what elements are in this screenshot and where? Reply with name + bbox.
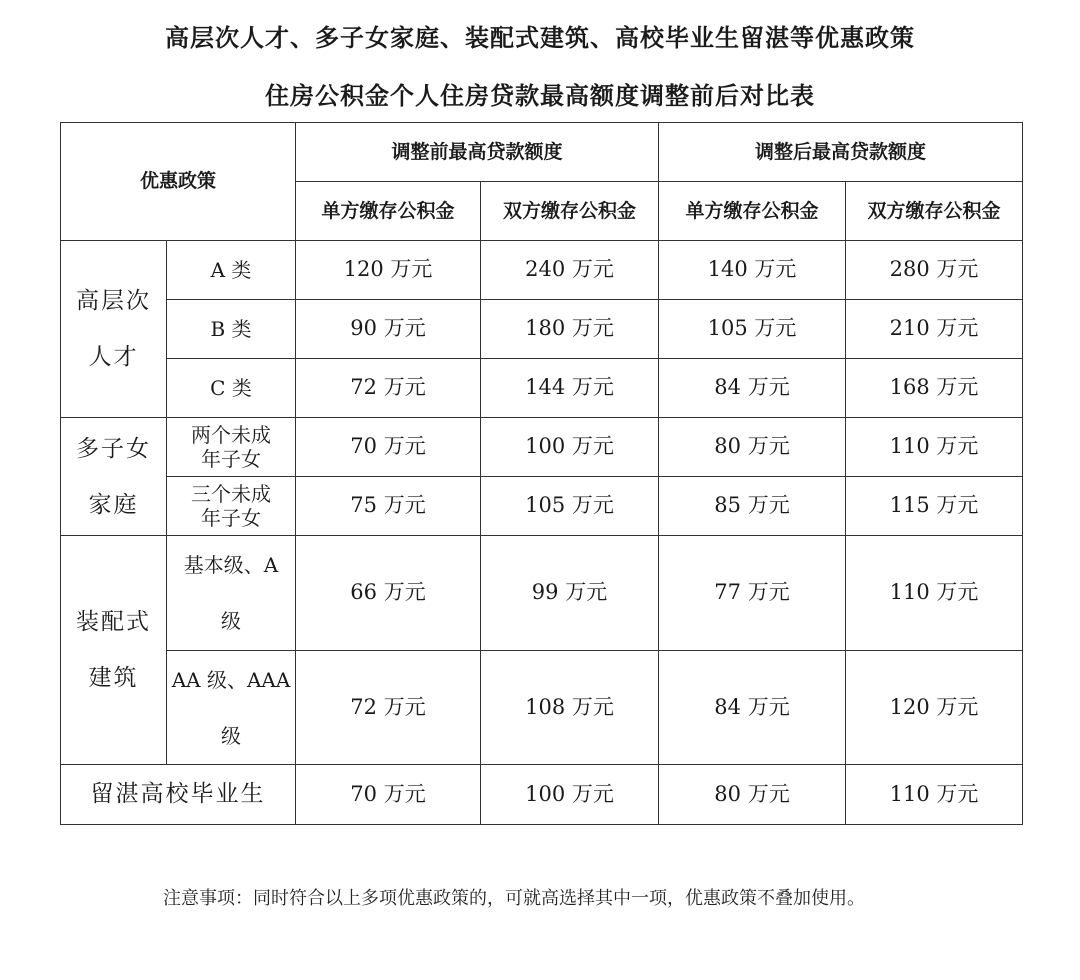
value-before-double: 99 万元 bbox=[481, 536, 659, 651]
value-before-double: 100 万元 bbox=[481, 765, 659, 825]
value-before-single: 70 万元 bbox=[296, 765, 481, 825]
value-before-double: 240 万元 bbox=[481, 241, 659, 300]
table-row bbox=[61, 241, 1023, 300]
header-after-double: 双方缴存公积金 bbox=[846, 182, 1023, 241]
category-graduate: 留湛高校毕业生 bbox=[61, 765, 296, 825]
value-before-double: 180 万元 bbox=[481, 300, 659, 359]
table-row bbox=[61, 300, 1023, 359]
value-after-double: 168 万元 bbox=[846, 359, 1023, 418]
value-after-double: 110 万元 bbox=[846, 536, 1023, 651]
header-before-double: 双方缴存公积金 bbox=[481, 182, 659, 241]
value-before-double: 100 万元 bbox=[481, 418, 659, 477]
value-after-double: 115 万元 bbox=[846, 477, 1023, 536]
subcategory-label: A 类 bbox=[167, 241, 296, 300]
category-talent: 高层次 人才 bbox=[61, 241, 167, 418]
header-after: 调整后最高贷款额度 bbox=[659, 123, 1023, 182]
value-after-single: 84 万元 bbox=[659, 651, 846, 765]
subcategory-label: AA 级、AAA 级 bbox=[167, 651, 296, 765]
page-title-line-2: 住房公积金个人住房贷款最高额度调整前后对比表 bbox=[265, 82, 815, 110]
subcategory-label: 基本级、A 级 bbox=[167, 536, 296, 651]
table-row bbox=[61, 651, 1023, 765]
value-after-double: 120 万元 bbox=[846, 651, 1023, 765]
table-row bbox=[61, 536, 1023, 651]
value-after-single: 105 万元 bbox=[659, 300, 846, 359]
value-before-single: 75 万元 bbox=[296, 477, 481, 536]
value-before-double: 108 万元 bbox=[481, 651, 659, 765]
header-policy: 优惠政策 bbox=[61, 123, 296, 241]
value-before-single: 90 万元 bbox=[296, 300, 481, 359]
value-before-single: 66 万元 bbox=[296, 536, 481, 651]
value-after-single: 80 万元 bbox=[659, 765, 846, 825]
category-family: 多子女 家庭 bbox=[61, 418, 167, 536]
value-before-double: 144 万元 bbox=[481, 359, 659, 418]
table-row bbox=[61, 477, 1023, 536]
subcategory-label: C 类 bbox=[167, 359, 296, 418]
header-after-single: 单方缴存公积金 bbox=[659, 182, 846, 241]
value-after-double: 110 万元 bbox=[846, 765, 1023, 825]
table-row bbox=[61, 418, 1023, 477]
value-before-single: 120 万元 bbox=[296, 241, 481, 300]
value-before-single: 72 万元 bbox=[296, 651, 481, 765]
header-before-single: 单方缴存公积金 bbox=[296, 182, 481, 241]
value-after-double: 110 万元 bbox=[846, 418, 1023, 477]
value-after-single: 85 万元 bbox=[659, 477, 846, 536]
value-after-double: 280 万元 bbox=[846, 241, 1023, 300]
table-row bbox=[61, 765, 1023, 825]
value-before-single: 72 万元 bbox=[296, 359, 481, 418]
table-row bbox=[61, 359, 1023, 418]
value-after-double: 210 万元 bbox=[846, 300, 1023, 359]
subcategory-label: 两个未成 年子女 bbox=[167, 418, 296, 477]
value-before-double: 105 万元 bbox=[481, 477, 659, 536]
loan-limit-table bbox=[60, 122, 1023, 825]
value-before-single: 70 万元 bbox=[296, 418, 481, 477]
page-title-line-1: 高层次人才、多子女家庭、装配式建筑、高校毕业生留湛等优惠政策 bbox=[165, 24, 915, 52]
subcategory-label: 三个未成 年子女 bbox=[167, 477, 296, 536]
value-after-single: 80 万元 bbox=[659, 418, 846, 477]
subcategory-label: B 类 bbox=[167, 300, 296, 359]
category-prefab: 装配式 建筑 bbox=[61, 536, 167, 765]
value-after-single: 77 万元 bbox=[659, 536, 846, 651]
header-before: 调整前最高贷款额度 bbox=[296, 123, 659, 182]
value-after-single: 140 万元 bbox=[659, 241, 846, 300]
value-after-single: 84 万元 bbox=[659, 359, 846, 418]
footnote: 注意事项：同时符合以上多项优惠政策的，可就高选择其中一项，优惠政策不叠加使用。 bbox=[163, 888, 865, 909]
